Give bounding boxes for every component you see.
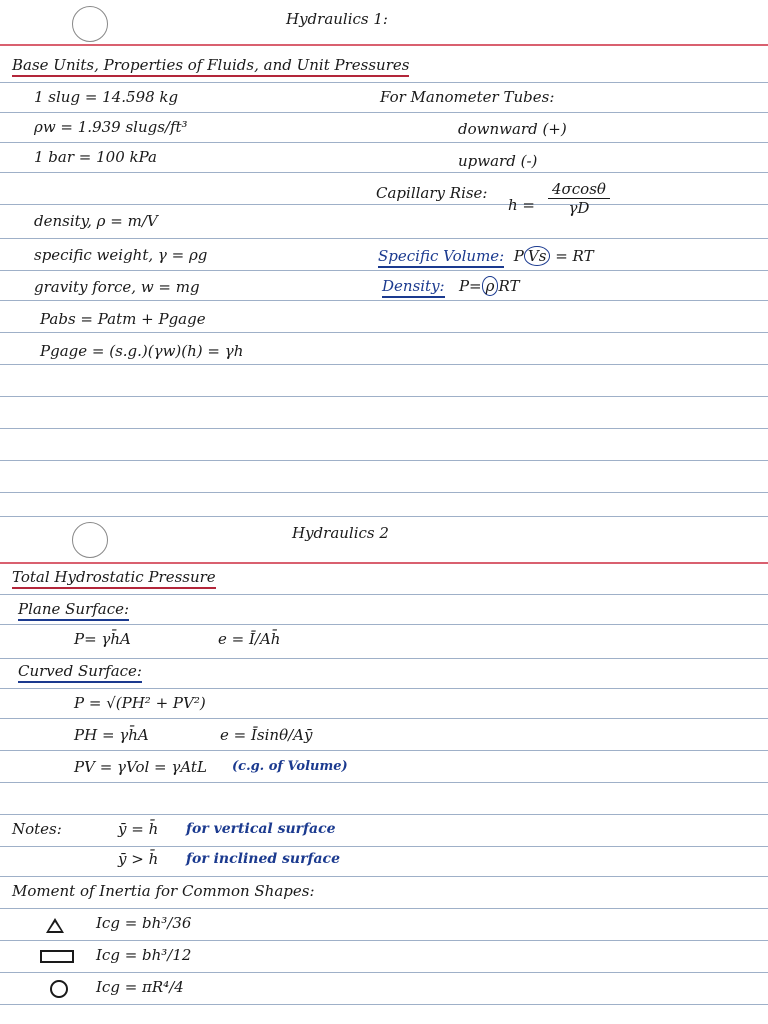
section-heading: Total Hydrostatic Pressure [12,568,216,589]
note-vertical-description: for vertical surface [186,821,336,837]
curved-total-force: P = √(PH² + PV²) [74,694,206,712]
manometer-downward: downward (+) [458,120,567,138]
page-title: Hydraulics 2 [292,524,389,542]
capillary-denominator: γD [568,199,590,217]
specific-volume-row [378,246,594,266]
curved-horizontal-force: PH = γh̄A [74,726,149,744]
notes-label: Notes: [12,820,62,838]
specific-volume-vs: Vs [524,246,551,266]
plane-surface-eccentricity: e = Ī/Ah̄ [218,630,281,648]
moment-heading: Moment of Inertia for Common Shapes: [12,882,315,900]
circle-icon [50,980,68,998]
rectangle-icon [40,950,74,963]
formula-density: density, ρ = m/V [34,212,158,230]
header-margin-line [0,44,768,46]
density-gas-rhs: RT [498,277,520,295]
manometer-heading: For Manometer Tubes: [380,88,555,106]
formula-gage-pressure: Pgage = (s.g.)(γw)(h) = γh [40,342,244,360]
header-margin-line [0,562,768,564]
plane-surface-label: Plane Surface: [18,600,129,621]
plane-surface-equation: P= γh̄A [74,630,131,648]
curved-vertical-force: PV = γVol = γAtL [74,758,207,776]
capillary-numerator: 4σcosθ [548,180,610,199]
density-gas-row [382,276,520,296]
moment-rectangle-formula: Icg = bh³/12 [96,946,192,964]
unit-slug: 1 slug = 14.598 kg [34,88,179,106]
density-gas-rho: ρ [482,276,499,296]
density-gas-lhs: P= [458,277,482,295]
curved-eccentricity: e = Īsinθ/Aȳ [220,726,313,744]
note-inclined-description: for inclined surface [186,851,340,867]
section-heading: Base Units, Properties of Fluids, and Unit Pressures [12,56,409,77]
specific-volume-p: P [513,247,524,265]
unit-water-density: ρw = 1.939 slugs/ft³ [34,118,188,136]
capillary-lhs: h = [508,196,535,214]
curved-surface-label: Curved Surface: [18,662,142,683]
triangle-icon [46,918,64,933]
moment-circle-formula: Icg = πR⁴/4 [96,978,184,996]
note-vertical-equation: ȳ = h̄ [118,820,159,838]
formula-gravity-force: gravity force, w = mg [34,278,200,296]
manometer-upward: upward (-) [458,152,538,170]
notes-page-2 [0,512,768,1024]
unit-bar: 1 bar = 100 kPa [34,148,157,166]
page-title: Hydraulics 1: [286,10,388,28]
binder-hole [72,522,108,558]
specific-volume-label: Specific Volume: [378,247,504,268]
capillary-label: Capillary Rise: [376,184,488,202]
note-inclined-equation: ȳ > h̄ [118,850,159,868]
binder-hole [72,6,108,42]
specific-volume-rhs: = RT [555,247,594,265]
capillary-fraction [548,180,610,217]
formula-absolute-pressure: Pabs = Patm + Pgage [40,310,206,328]
density-gas-label: Density: [382,277,445,298]
curved-volume-note: (c.g. of Volume) [232,759,348,774]
formula-specific-weight: specific weight, γ = ρg [34,246,208,264]
moment-triangle-formula: Icg = bh³/36 [96,914,192,932]
